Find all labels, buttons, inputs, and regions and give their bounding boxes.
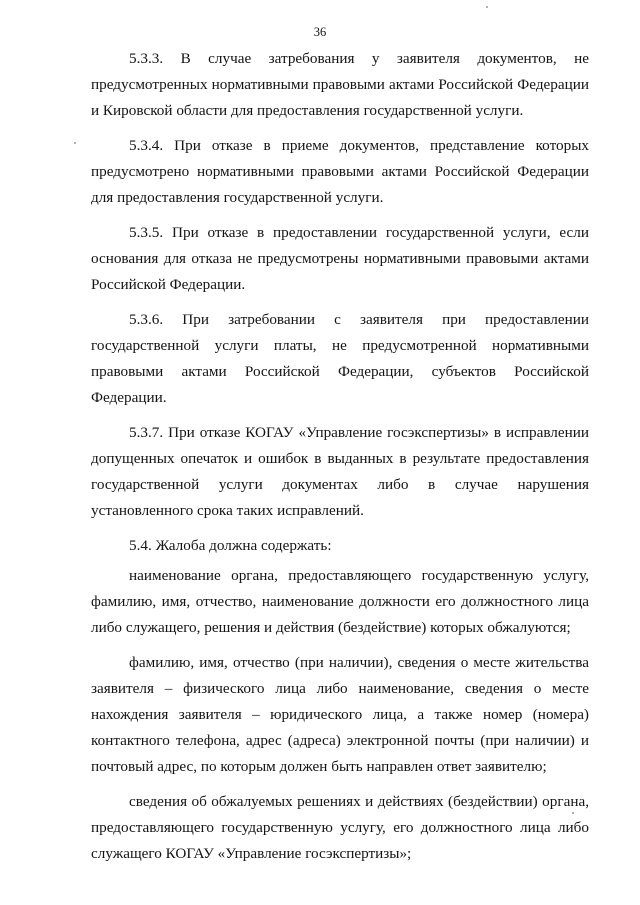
paragraph-5-3-5: 5.3.5. При отказе в предоставлении государственной услуги, если основания для отказа не предусмотрены нормативными правовыми актами Российской Федерации.	[91, 224, 589, 293]
paragraph-5-3-3: 5.3.3. В случае затребования у заявителя документов, не предусмотренных нормативными правовыми актами Российской Федерации и Кировской области для предоставления государственной услуги.	[91, 50, 589, 119]
complaint-item-applicant-details: фамилию, имя, отчество (при наличии), сведения о месте жительства заявителя – физического лица либо наименование, сведения о месте нахождения заявителя – юридического лица, а также номер (номера) контактного телефона, адрес (адреса) электронной почты (при наличии) и почтовый адрес, по которым должен быть направлен ответ заявителю;	[91, 654, 589, 775]
document-body	[91, 46, 589, 876]
paragraph-5-3-4: 5.3.4. При отказе в приеме документов, представление которых предусмотрено нормативными правовыми актами Российской Федерации для предоставления государственной услуги.	[91, 137, 589, 206]
scan-speck	[74, 142, 76, 144]
scan-speck	[572, 812, 574, 814]
paragraph-5-3-7: 5.3.7. При отказе КОГАУ «Управление госэкспертизы» в исправлении допущенных опечаток и ошибок в выданных в результате предоставления государственной услуги документах либо в случае нарушения установленного срока таких исправлений.	[91, 424, 589, 519]
paragraph-5-4: 5.4. Жалоба должна содержать:	[129, 537, 332, 554]
paragraph-5-3-6: 5.3.6. При затребовании с заявителя при предоставлении государственной услуги платы, не предусмотренной нормативными правовыми актами Российской Федерации, субъектов Российской Федерации.	[91, 311, 589, 406]
page-number: 36	[313, 25, 327, 39]
complaint-item-appealed-decisions: сведения об обжалуемых решениях и действиях (бездействии) органа, предоставляющего государственную услугу, его должностного лица либо служащего КОГАУ «Управление госэкспертизы»;	[91, 793, 589, 862]
complaint-item-organ-name: наименование органа, предоставляющего государственную услугу, фамилию, имя, отчество, наименование должности его должностного лица либо служащего, решения и действия (бездействие) которых обжалуются;	[91, 567, 589, 636]
scan-speck	[486, 6, 488, 8]
